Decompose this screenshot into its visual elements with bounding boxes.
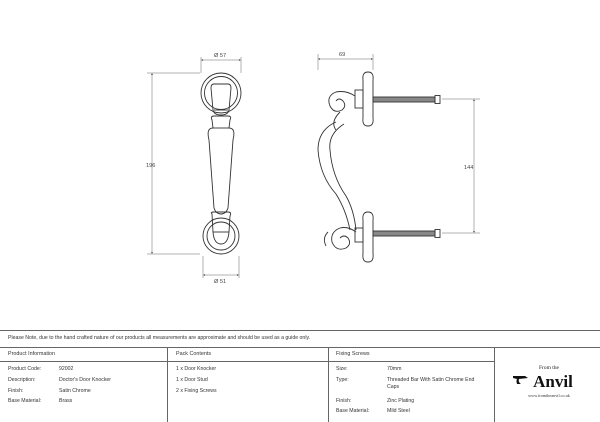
product-info-row [8, 388, 91, 394]
product-info-row [8, 366, 74, 372]
product-info-row [8, 398, 73, 404]
logo-tagline: From the [538, 365, 560, 371]
fixing-row [336, 366, 402, 372]
product-info-row [8, 377, 112, 383]
divider-col-3 [494, 347, 495, 422]
divider-col-2 [328, 347, 329, 422]
row-value: 70mm [387, 366, 402, 372]
pack-item: 2 x Fixing Screws [176, 388, 217, 394]
row-key: Base Material: [336, 408, 370, 414]
row-value: 92002 [59, 366, 74, 372]
row-key: Finish: [336, 398, 352, 404]
anvil-icon [513, 376, 528, 384]
logo-name: Anvil [533, 372, 573, 391]
divider-top [0, 330, 600, 331]
front-dimensions [147, 57, 241, 278]
disclaimer-note: Please Note, due to the hand crafted nature of our products all measurements are approximate and should be used as a guide only. [8, 335, 311, 341]
divider-header [0, 361, 494, 362]
row-key: Base Material: [8, 398, 42, 404]
row-value: Satin Chrome [59, 388, 91, 394]
row-key: Description: [8, 377, 36, 383]
dim-side-center: 144 [464, 165, 474, 171]
row-value: Zinc Plating [387, 398, 415, 404]
row-key: Size: [336, 366, 348, 372]
row-value: Doctor's Door Knocker [59, 377, 112, 383]
row-value: Mild Steel [387, 408, 410, 414]
pack-item: 1 x Door Stud [176, 377, 208, 383]
fixing-row [336, 408, 410, 414]
dim-height: 196 [146, 163, 156, 169]
fixing-row [336, 398, 415, 404]
front-view [201, 73, 241, 254]
logo-url: www.fromtheanvil.co.uk [528, 393, 570, 398]
side-view [318, 72, 440, 262]
from-the-anvil-logo [509, 362, 589, 408]
row-value: Brass [59, 398, 73, 404]
fixing-row [336, 377, 475, 391]
dim-bottom-front: Ø 51 [214, 279, 227, 285]
divider-col-1 [167, 347, 168, 422]
fixing-screws-title: Fixing Screws [336, 351, 370, 357]
dim-top-front: Ø 57 [214, 53, 227, 59]
row-key: Type: [336, 377, 349, 383]
pack-item: 1 x Door Knocker [176, 366, 217, 372]
row-value: Threaded Bar With Satin Chrome End Caps [387, 377, 475, 391]
product-info-title: Product Information [8, 351, 56, 357]
divider-note [0, 347, 600, 348]
dim-top-side: 69 [339, 52, 346, 58]
row-key: Finish: [8, 388, 24, 394]
row-key: Product Code: [8, 366, 42, 372]
pack-contents-title: Pack Contents [176, 351, 212, 357]
